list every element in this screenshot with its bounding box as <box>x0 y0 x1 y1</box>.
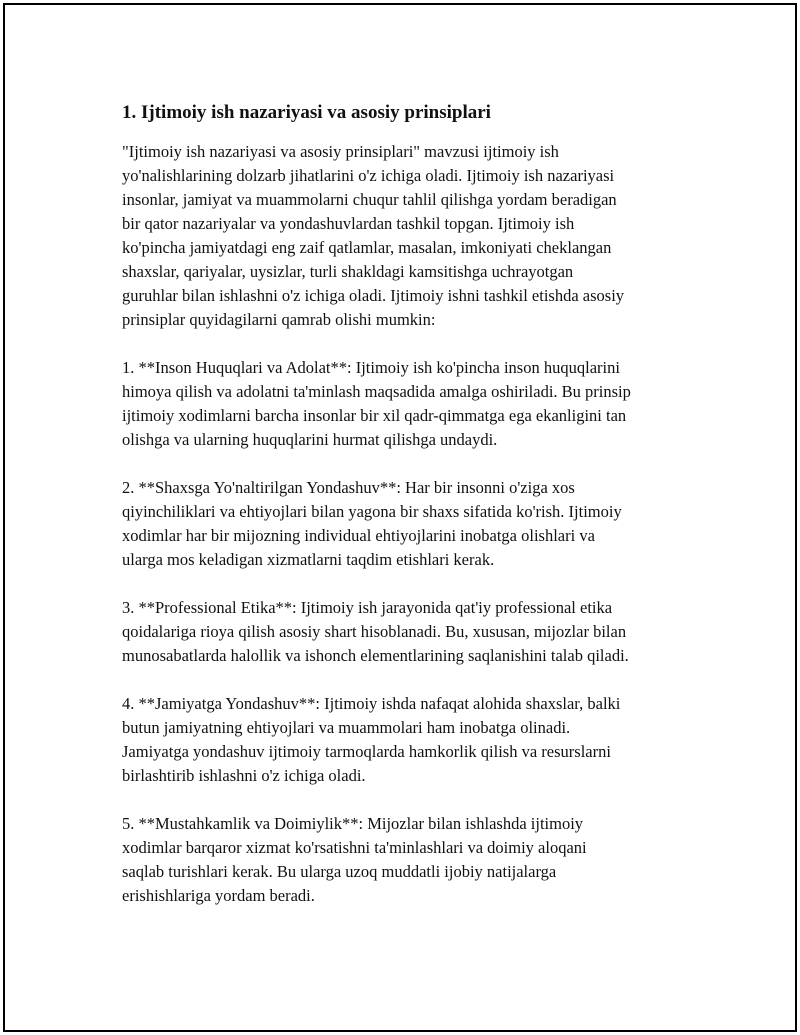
document-title: 1. Ijtimoiy ish nazariyasi va asosiy prinsiplari <box>122 102 491 123</box>
page-frame <box>3 3 797 1032</box>
paragraph-line: ko'pincha jamiyatdagi eng zaif qatlamlar, masalan, imkoniyati cheklangan <box>122 238 612 257</box>
paragraph-line: 1. **Inson Huquqlari va Adolat**: Ijtimoiy ish ko'pincha inson huquqlarini <box>122 358 620 377</box>
paragraph-line: 5. **Mustahkamlik va Doimiylik**: Mijozlar bilan ishlashda ijtimoiy <box>122 814 584 833</box>
paragraph-line: qiyinchiliklari va ehtiyojlari bilan yagona bir shaxs sifatida ko'rish. Ijtimoiy <box>122 502 622 521</box>
paragraph-line: himoya qilish va adolatni ta'minlash maqsadida amalga oshiriladi. Bu prinsip <box>122 382 631 401</box>
paragraph-6 <box>122 812 702 908</box>
paragraph-line: yo'nalishlarining dolzarb jihatlarini o'z ichiga oladi. Ijtimoiy ish nazariyasi <box>122 166 615 185</box>
paragraph-line: butun jamiyatning ehtiyojlari va muammolari ham inobatga olinadi. <box>122 718 571 737</box>
paragraph-line: 3. **Professional Etika**: Ijtimoiy ish jarayonida qat'iy professional etika <box>122 598 613 617</box>
paragraph-line: ularga mos keladigan xizmatlarni taqdim etishlari kerak. <box>122 550 495 569</box>
paragraph-line: 2. **Shaxsga Yo'naltirilgan Yondashuv**: Har bir insonni o'ziga xos <box>122 478 575 497</box>
document-body <box>122 101 702 932</box>
paragraph-line: prinsiplar quyidagilarni qamrab olishi mumkin: <box>122 310 436 329</box>
paragraph-line: birlashtirib ishlashni o'z ichiga oladi. <box>122 766 366 785</box>
paragraph-list <box>122 140 702 908</box>
paragraph-line: Jamiyatga yondashuv ijtimoiy tarmoqlarda hamkorlik qilish va resurslarni <box>122 742 611 761</box>
paragraph-line: olishga va ularning huquqlarini hurmat qilishga undaydi. <box>122 430 498 449</box>
paragraph-2 <box>122 356 702 452</box>
paragraph-line: "Ijtimoiy ish nazariyasi va asosiy prinsiplari" mavzusi ijtimoiy ish <box>122 142 559 161</box>
paragraph-line: munosabatlarda halollik va ishonch elementlarining saqlanishini talab qiladi. <box>122 646 629 665</box>
paragraph-3 <box>122 476 702 572</box>
paragraph-line: shaxslar, qariyalar, uysizlar, turli shakldagi kamsitishga uchrayotgan <box>122 262 574 281</box>
paragraph-line: 4. **Jamiyatga Yondashuv**: Ijtimoiy ishda nafaqat alohida shaxslar, balki <box>122 694 621 713</box>
paragraph-line: ijtimoiy xodimlarni barcha insonlar bir xil qadr-qimmatga ega ekanligini tan <box>122 406 627 425</box>
paragraph-line: saqlab turishlari kerak. Bu ularga uzoq muddatli ijobiy natijalarga <box>122 862 557 881</box>
paragraph-line: xodimlar barqaror xizmat ko'rsatishni ta'minlashlari va doimiy aloqani <box>122 838 587 857</box>
paragraph-line: guruhlar bilan ishlashni o'z ichiga oladi. Ijtimoiy ishni tashkil etishda asosiy <box>122 286 625 305</box>
paragraph-4 <box>122 596 702 668</box>
paragraph-5 <box>122 692 702 788</box>
paragraph-line: xodimlar har bir mijozning individual ehtiyojlarini inobatga olishlari va <box>122 526 595 545</box>
paragraph-1 <box>122 140 702 332</box>
paragraph-line: erishishlariga yordam beradi. <box>122 886 315 905</box>
paragraph-line: insonlar, jamiyat va muammolarni chuqur tahlil qilishga yordam beradigan <box>122 190 617 209</box>
paragraph-line: qoidalariga rioya qilish asosiy shart hisoblanadi. Bu, xususan, mijozlar bilan <box>122 622 627 641</box>
paragraph-line: bir qator nazariyalar va yondashuvlardan tashkil topgan. Ijtimoiy ish <box>122 214 575 233</box>
